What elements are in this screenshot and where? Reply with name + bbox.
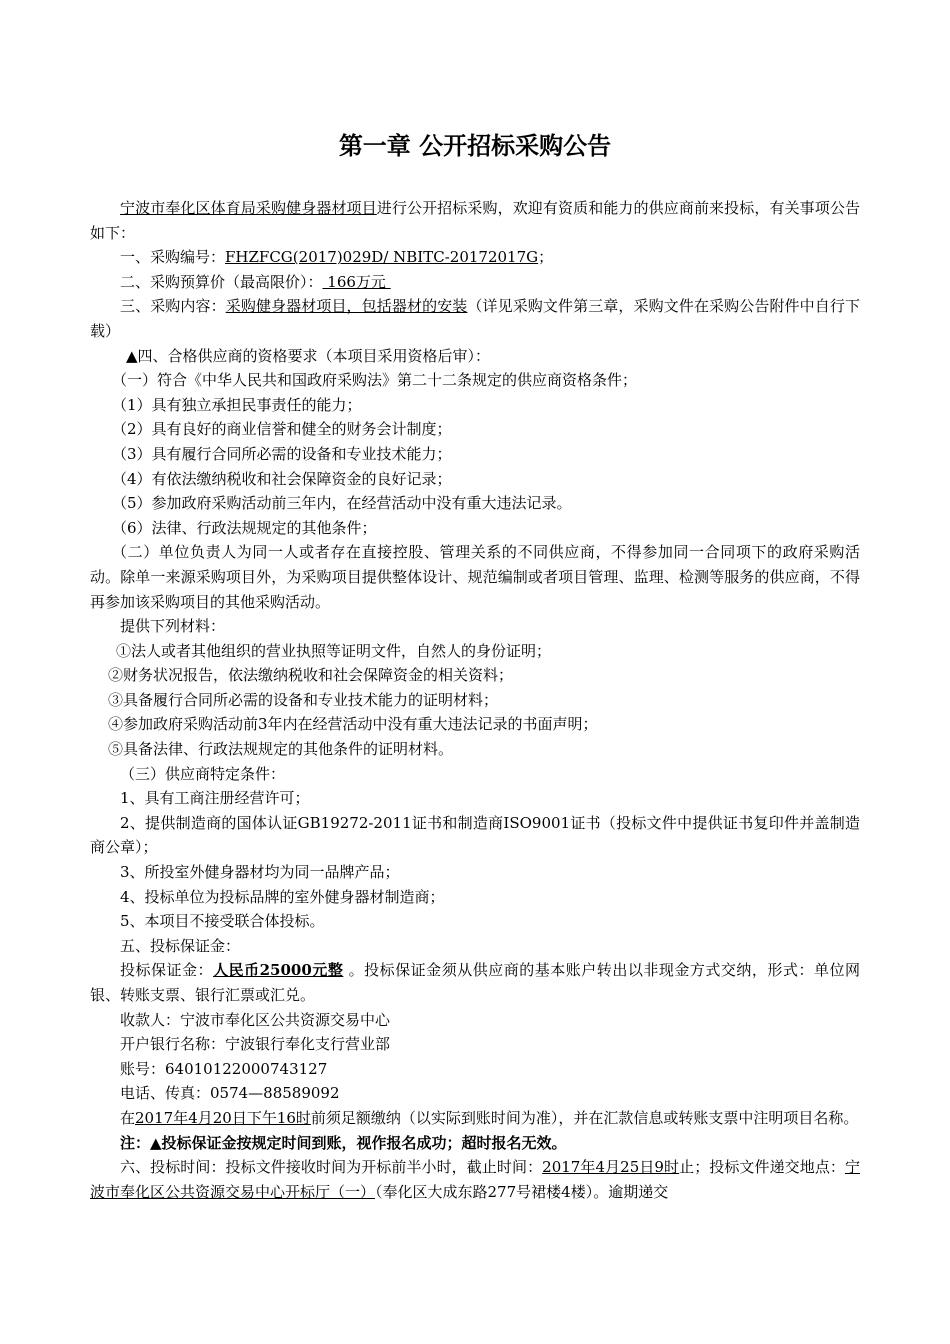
project-name: 宁波市奉化区体育局采购健身器材项目 [120,199,377,217]
material-1: ①法人或者其他组织的营业执照等证明文件，自然人的身份证明； [116,641,552,660]
specific-2: 2、提供制造商的国体认证GB19272-2011证书和制造商ISO9001证书（投标文件中提供证书复印件并盖制造商公章）； [90,813,860,857]
materials-heading: 提供下列材料： [120,617,226,636]
item-content: 三、采购内容：采购健身器材项目，包括器材的安装（详见采购文件第三章，采购文件在采购公告附件中自行下载） [90,297,860,340]
procurement-number: FHZFCG(2017)029D/ NBITC-20172017G [225,248,539,267]
material-3: ③具备履行合同所必需的设备和专业技术能力的证明材料； [108,690,499,709]
material-5: ⑤具备法律、行政法规规定的其他条件的证明材料。 [108,740,454,759]
deposit-deadline-paragraph: 在2017年4月20日下午16时前须足额缴纳（以实际到账时间为准），并在汇款信息或转账支票中注明项目名称。 [120,1108,859,1127]
deposit-account: 账号：64010122000743127 [120,1059,328,1078]
deposit-phone: 电话、传真：0574—88589092 [120,1084,340,1103]
condition-1: （1）具有独立承担民事责任的能力； [112,395,362,414]
deposit-bank: 开户银行名称：宁波银行奉化支行营业部 [120,1035,391,1054]
condition-5: （5）参加政府采购活动前三年内，在经营活动中没有重大违法记录。 [112,494,572,513]
material-2: ②财务状况报告，依法缴纳税收和社会保障资金的相关资料； [108,666,514,685]
item-qualification-heading: ▲四、合格供应商的资格要求（本项目采用资格后审）： [126,346,491,365]
material-4: ④参加政府采购活动前3年内在经营活动中没有重大违法记录的书面声明； [108,715,598,734]
condition-4: （4）有依法缴纳税收和社会保障资金的良好记录； [112,469,452,488]
item-budget: 二、采购预算价（最高限价）： 166万元 [120,272,391,291]
bid-place: 宁波市奉化区公共资源交易中心开标厅（一） [90,1158,860,1201]
deposit-deadline: 2017年4月20日下午16时 [135,1108,311,1127]
deposit-paragraph: 投标保证金：人民币25000元整 。投标保证金须从供应商的基本账户转出以非现金方式交纳，形式：单位网银、转账支票、银行汇票或汇兑。 [90,961,860,1004]
budget-value: 166万元 [322,272,391,291]
specific-3: 3、所投室外健身器材均为同一品牌产品； [120,863,400,882]
deposit-amount: 人民币25000元整 [213,961,344,980]
qualification-sub3: （三）供应商特定条件： [120,764,286,783]
bid-deadline: 2017年4月25日9时 [542,1158,680,1177]
condition-3: （3）具有履行合同所必需的设备和专业技术能力； [112,444,452,463]
specific-4: 4、投标单位为投标品牌的室外健身器材制造商； [120,887,445,906]
qualification-sub2: （二）单位负责人为同一人或者存在直接控股、管理关系的不同供应商，不得参加同一合同项下的政府采购活动。除单一来源采购项目外，为采购项目提供整体设计、规范编制或者项目管理、监理、检测等服务的供应商，不得再参加该采购项目的其他采购活动。 [90,543,860,611]
chapter-title: 第一章 公开招标采购公告 [338,131,612,160]
deposit-note: 注：▲投标保证金按规定时间到账，视作报名成功；超时报名无效。 [120,1133,567,1152]
qualification-sub1: （一）符合《中华人民共和国政府采购法》第二十二条规定的供应商资格条件； [112,371,638,390]
intro-paragraph: 宁波市奉化区体育局采购健身器材项目进行公开招标采购，欢迎有资质和能力的供应商前来投标，有关事项公告如下： [90,199,860,242]
bid-time-paragraph: 六、投标时间：投标文件接收时间为开标前半小时，截止时间：2017年4月25日9时止；投标文件递交地点：宁波市奉化区公共资源交易中心开标厅（一）（奉化区大成东路277号裙楼4楼）。逾期递交 [90,1158,860,1201]
condition-2: （2）具有良好的商业信誉和健全的财务会计制度； [112,420,452,439]
condition-6: （6）法律、行政法规规定的其他条件； [112,518,377,537]
specific-5: 5、本项目不接受联合体投标。 [120,912,325,931]
deposit-heading: 五、投标保证金： [120,936,241,955]
item-procurement-number: 一、采购编号：FHZFCG(2017)029D/ NBITC-20172017G； [120,248,554,267]
specific-1: 1、具有工商注册经营许可； [120,789,310,808]
content-value: 采购健身器材项目，包括器材的安装 [225,297,468,316]
deposit-payee: 收款人：宁波市奉化区公共资源交易中心 [120,1010,391,1029]
document-page [90,0,860,1204]
